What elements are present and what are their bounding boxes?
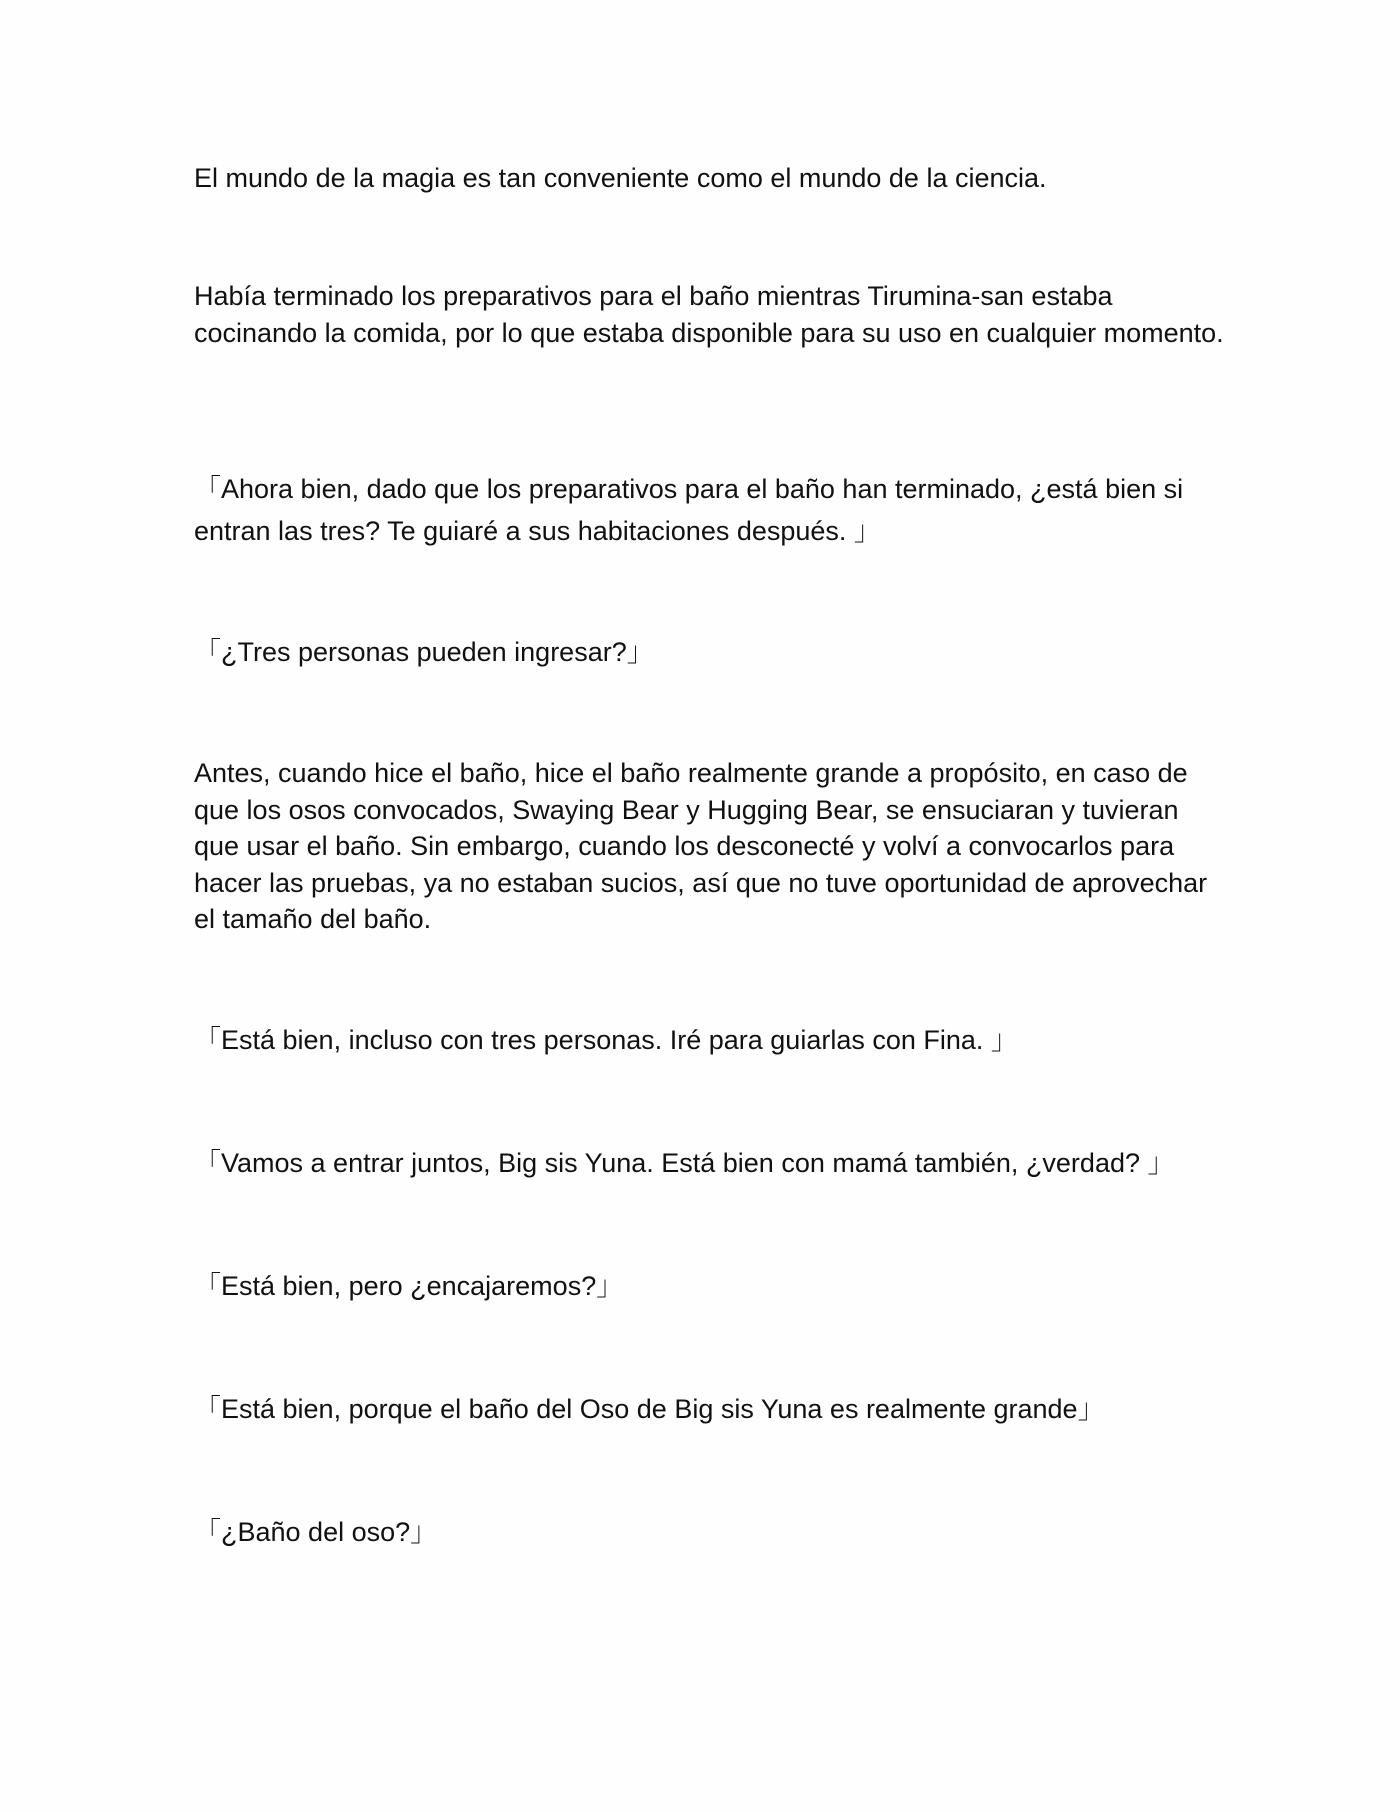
dialogue-enter-together: 「Vamos a entrar juntos, Big sis Yuna. Está bien con mamá también, ¿verdad? 」	[194, 1148, 1175, 1178]
dialogue-bath-ready: 「Ahora bien, dado que los preparativos para el baño han terminado, ¿está bien si entran las tres? Te guiaré a sus habitaciones después. 」	[194, 474, 1184, 546]
paragraph-bath-preparations: Había terminado los preparativos para el baño mientras Tirumina-san estaba cocinando la comida, por lo que estaba disponible para su uso en cualquier momento.	[194, 281, 1224, 348]
paragraph-big-bath: Antes, cuando hice el baño, hice el baño realmente grande a propósito, en caso de que los osos convocados, Swaying Bear y Hugging Bear, se ensuciaran y tuvieran que usar el baño. Sin embargo, cuando los desconecté y volví a convocarlos para hacer las pruebas, ya no estaban sucios, así que no tuve oportunidad de aprovechar el tamaño del baño.	[194, 758, 1208, 934]
paragraph-magic-world: El mundo de la magia es tan conveniente como el mundo de la ciencia.	[194, 163, 1047, 193]
dialogue-will-we-fit: 「Está bien, pero ¿encajaremos?」	[194, 1271, 624, 1301]
dialogue-bear-bath-question: 「¿Baño del oso?」	[194, 1517, 438, 1547]
dialogue-bear-bath-big: 「Está bien, porque el baño del Oso de Big sis Yuna es realmente grande」	[194, 1394, 1105, 1424]
dialogue-guide-with-fina: 「Está bien, incluso con tres personas. Iré para guiarlas con Fina. 」	[194, 1025, 1018, 1055]
dialogue-three-people: 「¿Tres personas pueden ingresar?」	[194, 637, 654, 667]
